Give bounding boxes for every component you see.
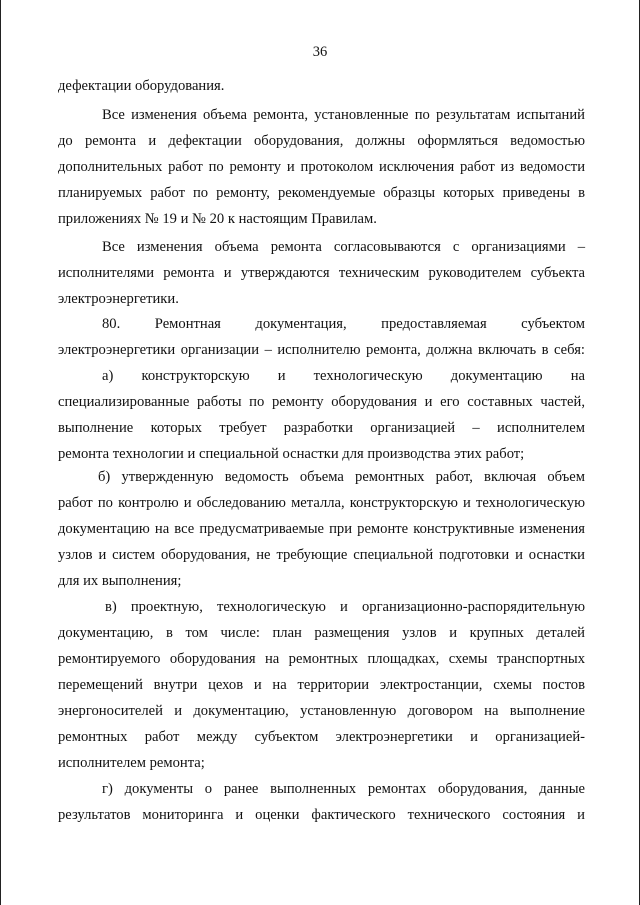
text-line: электроэнергетики. xyxy=(58,291,179,307)
text-line: работ по контролю и обследованию металла, конструкторскую и технологическую xyxy=(58,495,585,511)
text-line: Все изменения объема ремонта согласовываются с организациями – xyxy=(102,239,585,255)
text-line: приложениях № 19 и № 20 к настоящим Правилам. xyxy=(58,211,377,227)
text-line: ремонтируемого оборудования на ремонтных площадках, схемы транспортных xyxy=(58,651,585,667)
text-line: а) конструкторскую и технологическую документацию на xyxy=(102,368,585,384)
text-line: перемещений внутри цехов и на территории электростанции, схемы постов xyxy=(58,677,585,693)
text-line: дополнительных работ по ремонту и протоколом исключения работ из ведомости xyxy=(58,159,585,175)
text-line: специализированные работы по ремонту оборудования и его составных частей, xyxy=(58,394,585,410)
text-line: выполнение которых требует разработки организацией – исполнителем xyxy=(58,420,585,436)
text-line: ремонта технологии и специальной оснастки для производства этих работ; xyxy=(58,446,525,462)
text-line: документацию, в том числе: план размещения узлов и крупных деталей xyxy=(58,625,585,641)
text-line: планируемых работ по ремонту, рекомендуемые образцы которых приведены в xyxy=(58,185,585,201)
text-line: энергоносителей и документацию, установленную договором на выполнение xyxy=(58,703,585,719)
text-line: исполнителем ремонта; xyxy=(58,755,205,771)
text-line: г) документы о ранее выполненных ремонтах оборудования, данные xyxy=(102,781,585,797)
text-line: результатов мониторинга и оценки фактического технического состояния и xyxy=(58,807,585,823)
text-line: 80. Ремонтная документация, предоставляемая субъектом xyxy=(102,316,585,332)
page-number: 36 xyxy=(312,44,328,60)
text-line: до ремонта и дефектации оборудования, должны оформляться ведомостью xyxy=(58,133,585,149)
text-line: в) проектную, технологическую и организационно-распорядительную xyxy=(105,599,585,615)
text-line: Все изменения объема ремонта, установленные по результатам испытаний xyxy=(102,107,585,123)
text-line: документацию на все предусматриваемые при ремонте конструктивные изменения xyxy=(58,521,585,537)
text-line: дефектации оборудования. xyxy=(58,78,225,94)
text-line: б) утвержденную ведомость объема ремонтных работ, включая объем xyxy=(98,469,585,485)
text-line: узлов и систем оборудования, не требующие специальной подготовки и оснастки xyxy=(58,547,585,563)
text-line: ремонтных работ между субъектом электроэнергетики и организацией- xyxy=(58,729,585,745)
text-line: электроэнергетики организации – исполнителю ремонта, должна включать в себя: xyxy=(58,342,585,358)
text-line: для их выполнения; xyxy=(58,573,182,589)
text-line: исполнителями ремонта и утверждаются техническим руководителем субъекта xyxy=(58,265,585,281)
